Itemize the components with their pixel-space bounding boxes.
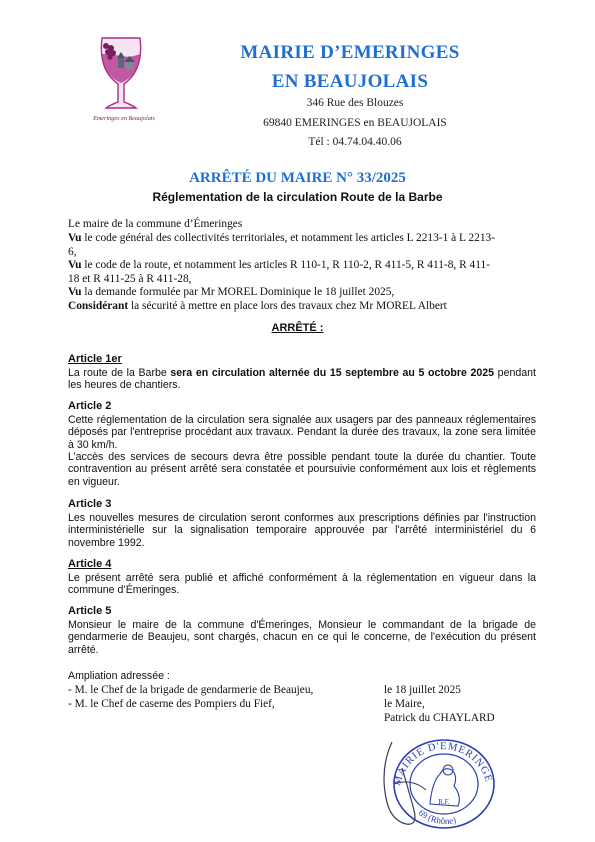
- ampliation-recipient-2: - M. le Chef de caserne des Pompiers du Fief,: [68, 698, 275, 710]
- considerant-text: la sécurité à mettre en place lors des travaux chez Mr MOREL Albert: [128, 300, 447, 312]
- decree-title: ARRÊTÉ DU MAIRE N° 33/2025: [189, 170, 406, 186]
- preamble-vu-2: [68, 258, 538, 286]
- official-stamp: [382, 730, 502, 830]
- stamp-letters: R.F.: [438, 798, 450, 806]
- article-4-text: Le présent arrêté sera publié et affiché conformément à la réglementation en vigueur dans la commune d’Émeringes.: [68, 572, 536, 597]
- mairie-title-line2: EN BEAUJOLAIS: [271, 71, 429, 92]
- preamble-considerant: [68, 299, 538, 313]
- arrete-heading-text: ARRÊTÉ :: [271, 322, 324, 334]
- article-1-title: Article 1er: [68, 353, 122, 365]
- considerant-keyword: Considérant: [68, 300, 129, 312]
- article-5-text: Monsieur le maire de la commune d'Émeringes, Monsieur le commandant de la brigade de gendarmerie de Beaujeu, sont chargés, chacun en ce qui le concerne, de l'exécution du présent arrêté.: [68, 619, 536, 656]
- vu-text-cont: 6,: [68, 246, 77, 258]
- article-1-dates: sera en circulation alternée du 15 septembre au 5 octobre 2025: [170, 367, 495, 379]
- preamble-vu-1: [68, 231, 538, 259]
- arrete-heading: [0, 322, 595, 334]
- vu-text-cont: 18 et R 411-25 à R 411-28,: [68, 273, 192, 285]
- article-4-title: Article 4: [68, 558, 112, 570]
- logo-caption: Emeringes en Beaujolais: [93, 115, 155, 122]
- address-city: 69840 EMERINGES en BEAUJOLAIS: [263, 117, 447, 129]
- mairie-title-line1: MAIRIE D’EMERINGES: [240, 42, 460, 63]
- article-1-text-start: La route de la Barbe: [68, 367, 171, 379]
- stamp-bottom-text: 69 (Rhône): [416, 807, 457, 826]
- preamble-vu-3: [68, 285, 538, 299]
- article-2-text-1: Cette réglementation de la circulation sera signalée aux usagers par des panneaux réglementaires déposés par l'entreprise procédant aux travaux. Pendant la durée des travaux, la zone sera limitée à 30 km/h.: [68, 414, 536, 451]
- preamble-intro: Le maire de la commune d’Émeringes: [68, 218, 243, 230]
- vu-text: le code général des collectivités territoriales, et notamment les articles L 2213-1 à L 2213-: [81, 232, 496, 244]
- signature-role: le Maire,: [384, 698, 425, 710]
- article-5-title: Article 5: [68, 605, 112, 617]
- article-3-text: Les nouvelles mesures de circulation seront conformes aux prescriptions définies par l'instruction interministérielle sur la signalisation temporaire approuvée par l'arrêté interministériel du 6 novembre 1992.: [68, 512, 536, 549]
- article-2-text-2: L’accès des services de secours devra être possible pendant toute la durée du chantier. Toute contravention au présent arrêté sera constatée et poursuivie conformément aux lois et règlements en vigueur.: [68, 451, 536, 488]
- article-1-text: [68, 367, 536, 392]
- signature-date: le 18 juillet 2025: [384, 684, 461, 696]
- ampliation-label: Ampliation adressée :: [68, 670, 170, 682]
- vu-text: le code de la route, et notamment les articles R 110-1, R 110-2, R 411-5, R 411-8, R 411-: [81, 259, 491, 271]
- decree-subtitle: Réglementation de la circulation Route de la Barbe: [152, 190, 443, 204]
- mairie-title: [200, 38, 500, 96]
- phone-number: Tél : 04.74.04.40.06: [308, 136, 402, 148]
- vu-keyword: Vu: [68, 259, 82, 271]
- vu-text: la demande formulée par Mr MOREL Dominique le 18 juillet 2025,: [81, 286, 395, 298]
- article-3-title: Article 3: [68, 498, 112, 510]
- mairie-logo: [84, 28, 168, 126]
- article-2-title: Article 2: [68, 400, 112, 412]
- ampliation-recipient-1: - M. le Chef de la brigade de gendarmerie de Beaujeu,: [68, 684, 314, 696]
- address-street: 346 Rue des Blouzes: [306, 97, 404, 109]
- signature-name: Patrick du CHAYLARD: [384, 712, 495, 724]
- vu-keyword: Vu: [68, 286, 82, 298]
- vu-keyword: Vu: [68, 232, 82, 244]
- article-1-text-end: pendant les heures de chantiers.: [68, 367, 536, 392]
- stamp-ring-text: MAIRIE D'EMERINGE: [392, 741, 495, 787]
